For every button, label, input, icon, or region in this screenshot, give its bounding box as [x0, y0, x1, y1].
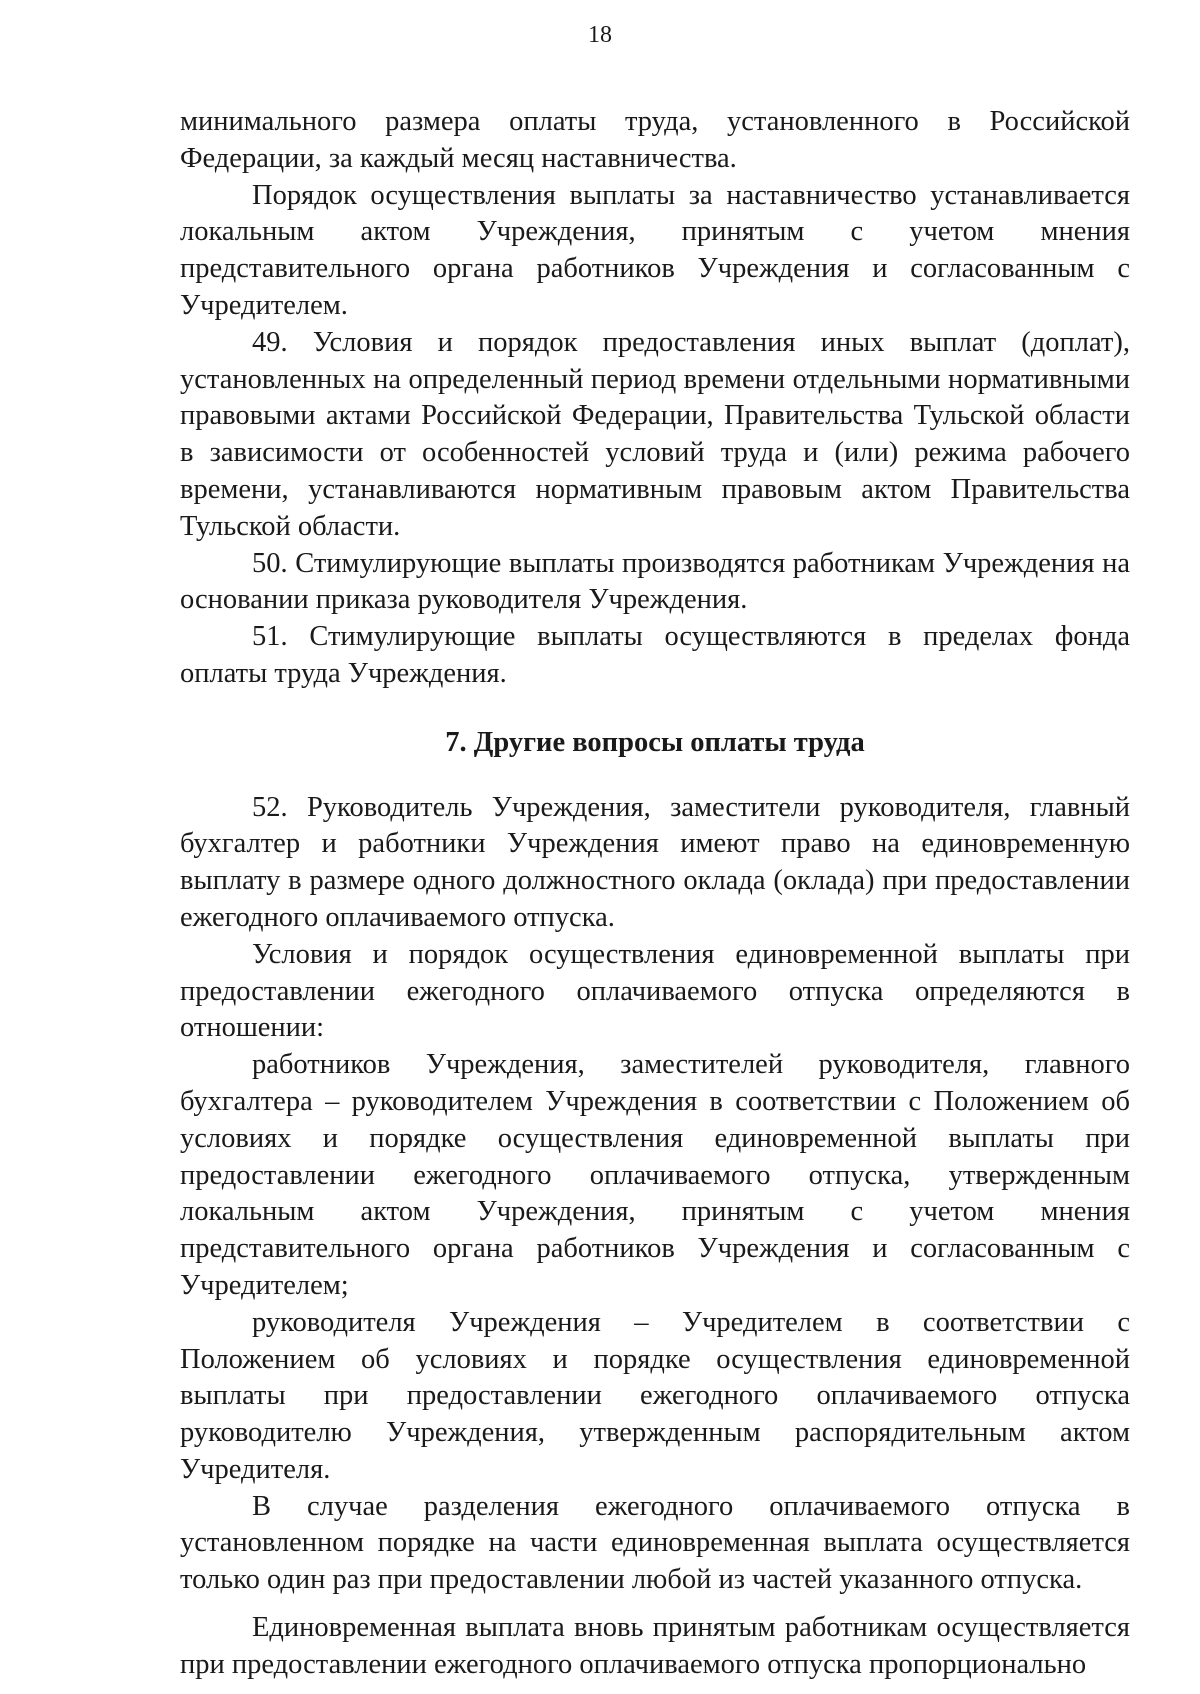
paragraph-item-50: 50. Стимулирующие выплаты производятся работникам Учреждения на основании приказа руководителя Учреждения. [180, 547, 1130, 616]
section-heading: 7. Другие вопросы оплаты труда [445, 726, 865, 758]
paragraph-item-52: 52. Руководитель Учреждения, заместители руководителя, главный бухгалтер и работники Учреждения имеют право на единовременную выплату в размере одного должностного оклада (оклада) при предоставлении ежегодного оплачиваемого отпуска. [180, 791, 1130, 933]
paragraph-item-51: 51. Стимулирующие выплаты осуществляются в пределах фонда оплаты труда Учреждения. [180, 621, 1130, 689]
paragraph: минимального размера оплаты труда, установленного в Российской Федерации, за каждый месяц наставничества. [180, 106, 1130, 174]
paragraph: работников Учреждения, заместителей руководителя, главного бухгалтера – руководителем Учреждения в соответствии с Положением об условиях и порядке осуществления единовременной выплаты при предоставлении ежегодного оплачиваемого отпуска, утвержденным локальным актом Учреждения, принятым с учетом мнения представительного органа работников Учреждения и согласованным с Учредителем; [180, 1049, 1130, 1301]
paragraph: руководителя Учреждения – Учредителем в соответствии с Положением об условиях и порядке осуществления единовременной выплаты при предоставлении ежегодного оплачиваемого отпуска руководителю Учреждения, утвержденным распорядительным актом Учредителя. [180, 1306, 1130, 1485]
paragraph: Единовременная выплата вновь принятым работникам осуществляется при предоставлении ежегодного оплачиваемого отпуска пропорционально [180, 1612, 1130, 1680]
document-body [180, 104, 1130, 1684]
paragraph: Условия и порядок осуществления единовременной выплаты при предоставлении ежегодного оплачиваемого отпуска определяются в отношении: [180, 938, 1130, 1044]
page-number: 18 [588, 22, 612, 48]
paragraph: В случае разделения ежегодного оплачиваемого отпуска в установленном порядке на части единовременная выплата осуществляется только один раз при предоставлении любой из частей указанного отпуска. [180, 1490, 1130, 1596]
paragraph: Порядок осуществления выплаты за наставничество устанавливается локальным актом Учреждения, принятым с учетом мнения представительного органа работников Учреждения и согласованным с Учредителем. [180, 179, 1130, 321]
paragraph-item-49: 49. Условия и порядок предоставления иных выплат (доплат), установленных на определенный период времени отдельными нормативными правовыми актами Российской Федерации, Правительства Тульской области в зависимости от особенностей условий труда и (или) режима рабочего времени, устанавливаются нормативным правовым актом Правительства Тульской области. [180, 326, 1130, 542]
